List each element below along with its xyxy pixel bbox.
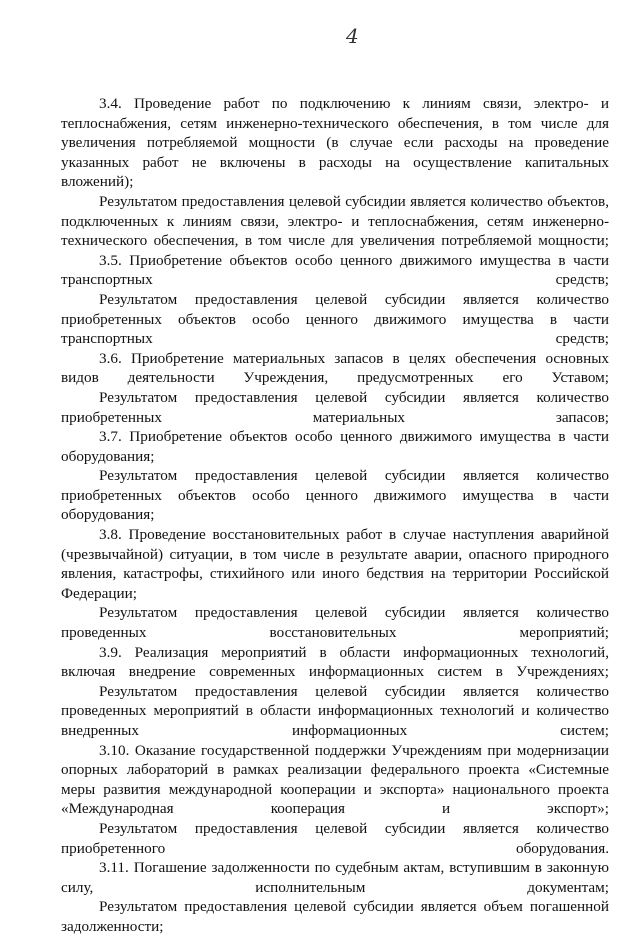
paragraph-3-11-result: Результатом предоставления целевой субсидии является объем погашенной задолженности;	[61, 898, 609, 935]
paragraph-3-9-result: Результатом предоставления целевой субсидии является количество проведенных мероприятий в области информационных технологий и количество внедренных информационных систем;	[61, 682, 609, 739]
paragraph-3-6: 3.6. Приобретение материальных запасов в целях обеспечения основных видов деятельности Учреждения, предусмотренных его Уставом;	[61, 349, 609, 387]
paragraph-3-11: 3.11. Погашение задолженности по судебным актам, вступившим в законную силу, исполнительным документам;	[61, 859, 609, 896]
paragraph-3-4: 3.4. Проведение работ по подключению к линиям связи, электро- и теплоснабжения, сетям инженерно-технического обеспечения, в том числе для увеличения потребляемой мощности (в случае если расходы на проведение указанных работ не включены в расходы на осуществление капитальных вложений);	[61, 95, 609, 191]
paragraph-3-6-result: Результатом предоставления целевой субсидии является количество приобретенных материальных запасов;	[61, 388, 609, 426]
paragraph-3-8-result: Результатом предоставления целевой субсидии является количество проведенных восстановительных мероприятий;	[61, 604, 609, 642]
paragraph-3-5: 3.5. Приобретение объектов особо ценного движимого имущества в части транспортных средств;	[61, 251, 609, 289]
document-body	[61, 94, 609, 937]
paragraph-3-4-result: Результатом предоставления целевой субсидии является количество объектов, подключенных к линиям связи, электро- и теплоснабжения, сетям инженерно-технического обеспечения, в том числе для увеличения потребляемой мощности;	[61, 192, 609, 250]
paragraph-3-10-result: Результатом предоставления целевой субсидии является количество приобретенного оборудования.	[61, 819, 609, 857]
paragraph-3-7: 3.7. Приобретение объектов особо ценного движимого имущества в части оборудования;	[61, 428, 609, 465]
paragraph-3-9: 3.9. Реализация мероприятий в области информационных технологий, включая внедрение современных информационных систем в Учреждениях;	[61, 643, 609, 681]
paragraph-3-5-result: Результатом предоставления целевой субсидии является количество приобретенных объектов особо ценного движимого имущества в части транспортных средств;	[61, 290, 609, 348]
paragraph-3-7-result: Результатом предоставления целевой субсидии является количество приобретенных объектов особо ценного движимого имущества в части оборудования;	[61, 467, 609, 524]
paragraph-3-8: 3.8. Проведение восстановительных работ в случае наступления аварийной (чрезвычайной) ситуации, в том числе в результате аварии, опасного природного явления, катастрофы, стихийного или иного бедствия на территории Российской Федерации;	[61, 526, 609, 602]
paragraph-3-10: 3.10. Оказание государственной поддержки Учреждениям при модернизации опорных лабораторий в рамках реализации федерального проекта «Системные меры развития международной кооперации и экспорта» национального проекта «Международная кооперация и экспорт»;	[61, 741, 609, 818]
page-number: 4	[346, 24, 359, 48]
